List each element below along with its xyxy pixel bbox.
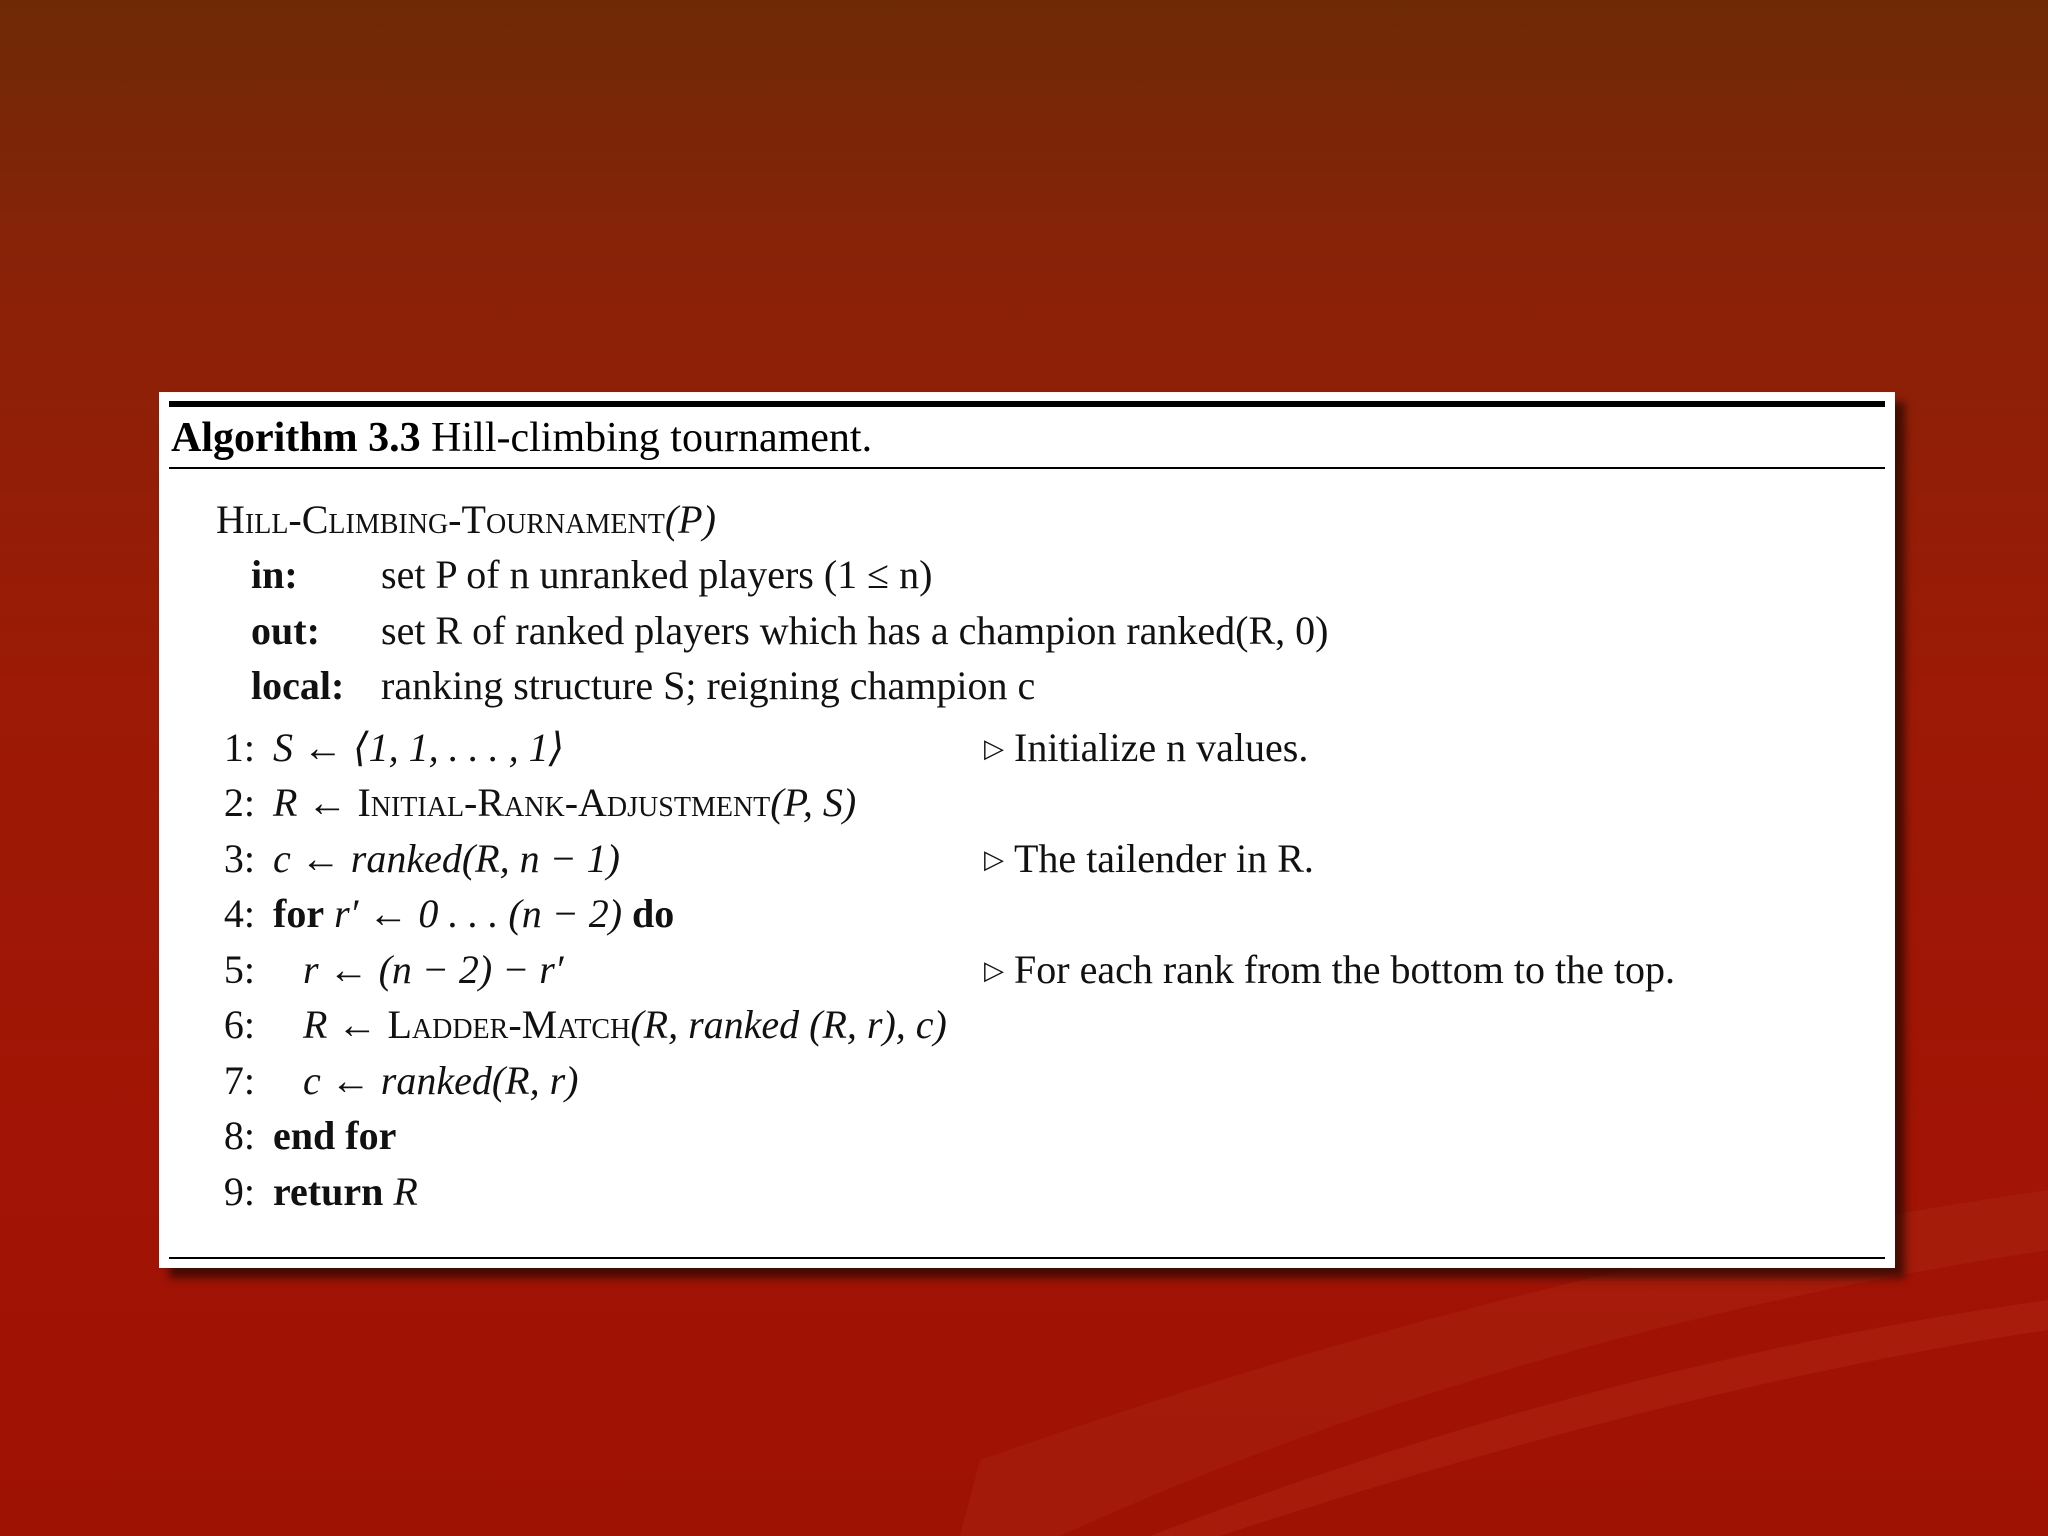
- algorithm-body: [159, 392, 1895, 1268]
- line-number: 8:: [223, 1113, 255, 1158]
- line-number: 6:: [223, 1002, 255, 1047]
- line-code-procedure: Ladder-Match: [387, 1002, 631, 1047]
- algorithm-line-2: [199, 780, 857, 825]
- line-code-post: (P, S): [770, 780, 857, 825]
- line-code: r′ ← 0 . . . (n − 2): [324, 891, 633, 936]
- algorithm-line-6: [199, 1002, 947, 1047]
- line-code: c ← ranked(R, r): [303, 1058, 579, 1103]
- io-out: [251, 608, 1329, 653]
- algorithm-line-8: [199, 1113, 397, 1158]
- line-number: 7:: [223, 1058, 255, 1103]
- line-code: R: [383, 1169, 418, 1214]
- io-local-text: ranking structure S; reigning champion c: [381, 663, 1036, 708]
- io-local: [251, 663, 1036, 708]
- algorithm-line-1: [199, 725, 565, 770]
- caption-label: Algorithm 3.3: [171, 415, 421, 461]
- io-in-label: in:: [251, 552, 298, 597]
- algorithm-line-7: [199, 1058, 579, 1103]
- algorithm-comment-1: [984, 725, 1309, 770]
- line-number: 3:: [223, 836, 255, 881]
- line-code-procedure: Initial-Rank-Adjustment: [357, 780, 771, 825]
- line-number: 9:: [223, 1169, 255, 1214]
- algorithm-line-3: [199, 836, 620, 881]
- line-number: 5:: [223, 947, 255, 992]
- algorithm-comment-3: [984, 836, 1314, 881]
- algorithm-figure: [159, 392, 1895, 1268]
- procedure-header: [216, 497, 716, 542]
- keyword-return: return: [273, 1169, 384, 1214]
- line-code-pre: R ←: [303, 1002, 388, 1047]
- procedure-args: (P): [664, 497, 716, 542]
- comment-text: The tailender in R.: [1014, 836, 1314, 881]
- algorithm-line-4: [199, 891, 675, 936]
- keyword-do: do: [632, 891, 675, 936]
- line-code: S ← ⟨1, 1, . . . , 1⟩: [273, 725, 565, 770]
- bottom-rule: [169, 1257, 1885, 1259]
- io-local-label: local:: [251, 663, 345, 708]
- line-code: r ← (n − 2) − r′: [303, 947, 564, 992]
- line-number: 2:: [223, 780, 255, 825]
- io-in-text: set P of n unranked players (1 ≤ n): [381, 552, 933, 597]
- algorithm-line-5: [199, 947, 564, 992]
- comment-triangle-icon: ▷: [984, 734, 1004, 763]
- algorithm-comment-5: [984, 947, 1675, 992]
- caption-text: Hill-climbing tournament.: [431, 415, 873, 461]
- line-code-pre: R ←: [273, 780, 358, 825]
- comment-text: Initialize n values.: [1014, 725, 1309, 770]
- comment-triangle-icon: ▷: [984, 956, 1004, 985]
- comment-text: For each rank from the bottom to the top.: [1014, 947, 1675, 992]
- io-in: [251, 552, 933, 597]
- comment-triangle-icon: ▷: [984, 845, 1004, 874]
- algorithm-line-9: [199, 1169, 418, 1214]
- line-number: 1:: [223, 725, 255, 770]
- io-out-label: out:: [251, 608, 320, 653]
- line-number: 4:: [223, 891, 255, 936]
- keyword-end-for: end for: [273, 1113, 397, 1158]
- line-code-post: (R, ranked (R, r), c): [630, 1002, 947, 1047]
- line-code: c ← ranked(R, n − 1): [273, 836, 620, 881]
- keyword-for: for: [273, 891, 325, 936]
- io-out-text: set R of ranked players which has a champion ranked(R, 0): [381, 608, 1329, 653]
- procedure-name: Hill-Climbing-Tournament: [216, 497, 665, 542]
